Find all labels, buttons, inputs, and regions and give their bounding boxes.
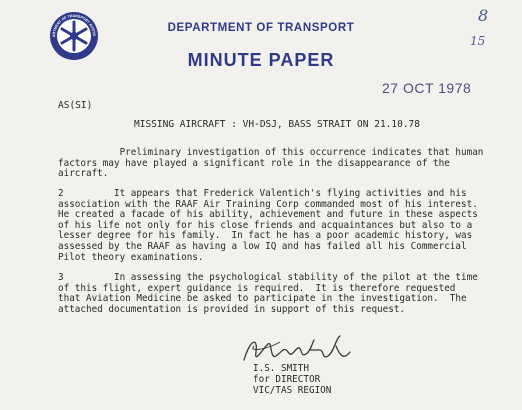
handwritten-mark-top: 8 xyxy=(478,6,489,25)
svg-text:DEPARTMENT OF TRANSPORT AUSTRA: ARTMENT OF TRANSPORT AUSTR xyxy=(51,13,97,38)
reference-code: AS(SI) xyxy=(58,100,93,111)
paragraph-2: 2 It appears that Frederick Valentich's flying activities and his association with the RAAF Air Training Corp commanded most of his interest. He created a facade of his ability, achievement and future in these aspects of his life not only for his close friends and acquaintances but also to a lesser degree for his family. In fact he has a poor academic history, was assessed by the RAAF as having a low IQ and has failed all his Commercial Pilot theory examinations. xyxy=(58,188,478,263)
signatory-role: for DIRECTOR xyxy=(253,374,321,385)
paragraph-1: Preliminary investigation of this occurrence indicates that human factors may have played a significant role in the disappearance of the aircraft. xyxy=(58,147,484,180)
date-stamp: 27 OCT 1978 xyxy=(382,80,472,96)
paragraph-3: 3 In assessing the psychological stability of the pilot at the time of this flight, expert guidance is required. It is therefore requested that Aviation Medicine be asked to participate in the investigation. The attached documentation is provided in support of this request. xyxy=(58,272,478,315)
signatory-name: I.S. SMITH xyxy=(253,363,309,374)
subject-line: MISSING AIRCRAFT : VH-DSJ, BASS STRAIT ON 21.10.78 xyxy=(134,119,420,130)
signatory-region: VIC/TAS REGION xyxy=(253,385,332,396)
handwritten-page-number: 15 xyxy=(470,34,486,48)
document-title: MINUTE PAPER xyxy=(187,50,335,70)
department-heading: DEPARTMENT OF TRANSPORT xyxy=(167,22,355,34)
